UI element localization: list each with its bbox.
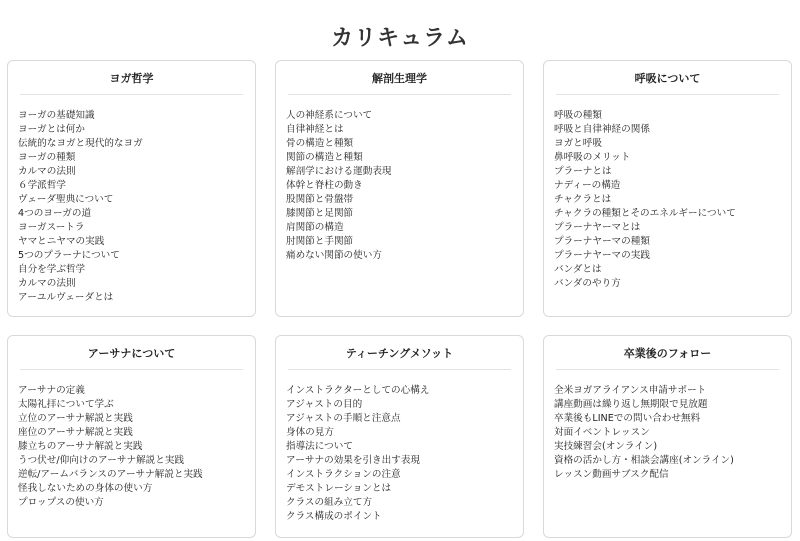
list-item: 関節の構造と種類 [286, 152, 363, 163]
card-title: ヨガ哲学 [20, 64, 243, 95]
list-item: アーサナの効果を引き出す表現 [286, 455, 421, 466]
list-item: 逆転/アームバランスのアーサナ解説と実践 [18, 469, 203, 480]
list-item: 肘関節と手関節 [286, 236, 354, 247]
list-item: アジャストの目的 [286, 399, 363, 410]
list-item: 4つのヨーガの道 [18, 208, 92, 219]
curriculum-grid [7, 60, 793, 538]
list-item: 肩関節の構造 [286, 222, 344, 233]
card-list [286, 384, 513, 524]
list-item: インストラクションの注意 [286, 469, 401, 480]
list-item: アジャストの手順と注意点 [286, 413, 401, 424]
list-item: バンダとは [554, 264, 602, 275]
list-item: 太陽礼拝について学ぶ [18, 399, 114, 410]
list-item: ヨーガとは何か [18, 124, 85, 135]
list-item: 痛めない関節の使い方 [286, 250, 382, 261]
list-item: 自律神経とは [286, 124, 344, 135]
card-title: 解剖生理学 [288, 64, 511, 95]
card-title: ティーチングメソット [288, 339, 511, 370]
list-item: 座位のアーサナ解説と実践 [18, 427, 133, 438]
list-item: デモストレーションとは [286, 483, 392, 494]
list-item: 実技練習会(オンライン) [554, 441, 658, 452]
list-item: 人の神経系について [286, 110, 373, 121]
card-breathing [543, 60, 792, 317]
card-asana [7, 335, 256, 538]
list-item: バンダのやり方 [554, 278, 621, 289]
list-item: ヨーガスートラ [18, 222, 85, 233]
list-item: インストラクターとしての心構え [286, 385, 430, 396]
card-list [18, 109, 245, 305]
list-item: 股関節と骨盤帯 [286, 194, 354, 205]
list-item: 対面イベントレッスン [554, 427, 650, 438]
list-item: 体幹と脊柱の動き [286, 180, 363, 191]
list-item: ヤマとニヤマの実践 [18, 236, 105, 247]
list-item: ヨーガの種類 [18, 152, 76, 163]
list-item: 資格の活かし方・相談会講座(オンライン) [554, 455, 734, 466]
list-item: 卒業後もLINEでの問い合わせ無料 [554, 413, 701, 424]
list-item: プラーナヤーマの実践 [554, 250, 650, 261]
list-item: プロップスの使い方 [18, 497, 104, 508]
list-item: チャクラの種類とそのエネルギーについて [554, 208, 736, 219]
list-item: ヴェーダ聖典について [18, 194, 114, 205]
list-item: 身体の見方 [286, 427, 334, 438]
list-item: ６学派哲学 [18, 180, 66, 191]
list-item: ナディーの構造 [554, 180, 621, 191]
list-item: プラーナとは [554, 166, 612, 177]
list-item: プラーナヤーマとは [554, 222, 641, 233]
list-item: カルマの法則 [18, 166, 76, 177]
card-title: 卒業後のフォロー [556, 339, 779, 370]
list-item: 指導法について [286, 441, 353, 452]
list-item: うつ伏せ/仰向けのアーサナ解説と実践 [18, 455, 185, 466]
card-teaching-method [275, 335, 524, 538]
card-anatomy-physiology [275, 60, 524, 317]
card-list [286, 109, 513, 263]
list-item: 解剖学における運動表現 [286, 166, 392, 177]
card-list [18, 384, 245, 510]
list-item: 講座動画は繰り返し無期限で見放題 [554, 399, 708, 410]
list-item: 伝統的なヨガと現代的なヨガ [18, 138, 143, 149]
list-item: 全米ヨガアライアンス申請サポート [554, 385, 707, 396]
list-item: レッスン動画サブスク配信 [554, 469, 669, 480]
list-item: プラーナヤーマの種類 [554, 236, 650, 247]
card-title: 呼吸について [556, 64, 779, 95]
list-item: 自分を学ぶ哲学 [18, 264, 86, 275]
list-item: ヨーガの基礎知識 [18, 110, 95, 121]
card-yoga-philosophy [7, 60, 256, 317]
list-item: ヨガと呼吸 [554, 138, 602, 149]
list-item: カルマの法則 [18, 278, 76, 289]
list-item: クラス構成のポイント [286, 511, 382, 522]
list-item: 鼻呼吸のメリット [554, 152, 631, 163]
card-list [554, 384, 781, 482]
list-item: 膝立ちのアーサナ解説と実践 [18, 441, 143, 452]
list-item: アーユルヴェーダとは [18, 292, 114, 303]
list-item: 5つのプラーナについて [18, 250, 120, 261]
list-item: 膝関節と足関節 [286, 208, 354, 219]
list-item: 怪我しないための身体の使い方 [18, 483, 153, 494]
list-item: 呼吸と自律神経の関係 [554, 124, 650, 135]
page-title: カリキュラム [331, 25, 469, 51]
list-item: クラスの組み立て方 [286, 497, 373, 508]
card-list [554, 109, 781, 291]
list-item: アーサナの定義 [18, 385, 85, 396]
card-title: アーサナについて [20, 339, 243, 370]
card-post-graduation-follow [543, 335, 792, 538]
list-item: 立位のアーサナ解説と実践 [18, 413, 133, 424]
list-item: 骨の構造と種類 [286, 138, 354, 149]
list-item: 呼吸の種類 [554, 110, 602, 121]
list-item: チャクラとは [554, 194, 612, 205]
